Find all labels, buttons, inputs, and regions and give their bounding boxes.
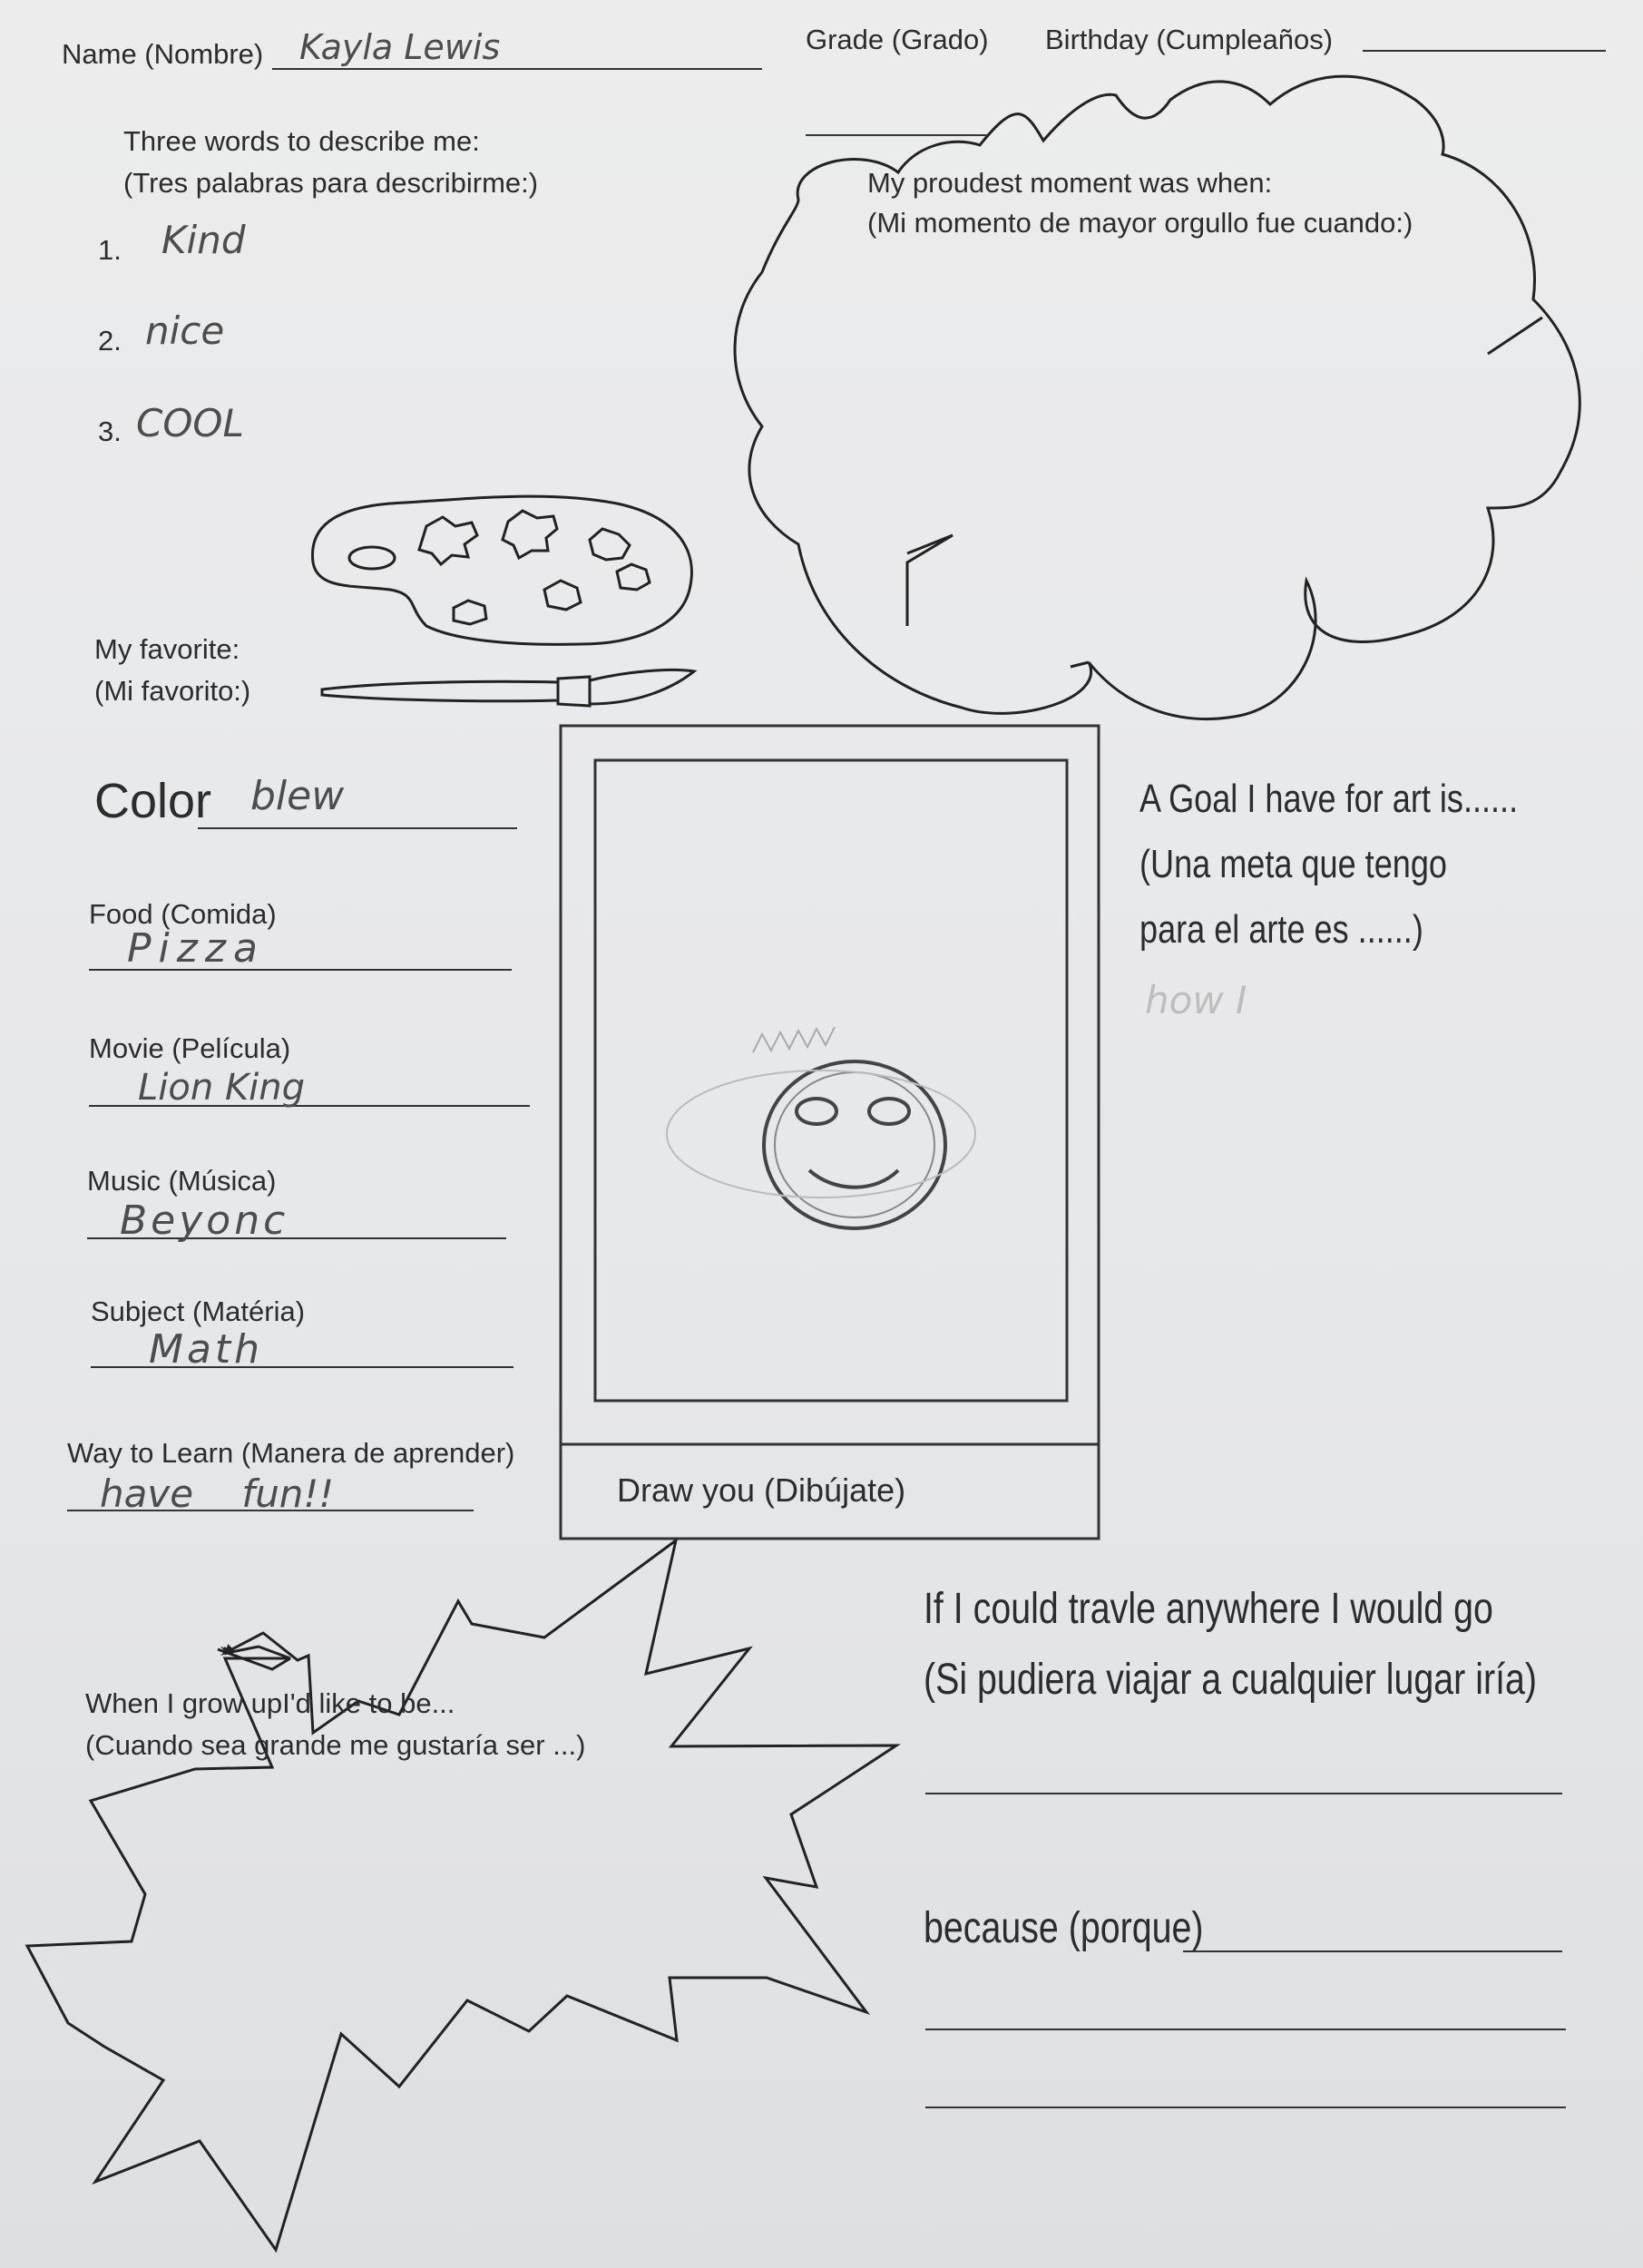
proudest-moment-label-es: (Mi momento de mayor orgullo fue cuando:) [867,207,1413,239]
movie-label: Movie (Película) [89,1032,291,1064]
color-line[interactable] [198,827,517,829]
favorite-label-es: (Mi favorito:) [94,675,251,707]
word-3-number: 3. [98,415,122,447]
name-line[interactable] [272,68,762,70]
paintbrush-icon [322,670,694,706]
because-line-3[interactable] [925,2107,1566,2108]
travel-line[interactable] [925,1793,1562,1794]
grow-up-label-es: (Cuando sea grande me gustaría ser ...) [85,1729,586,1761]
subject-value[interactable]: Math [149,1326,264,1373]
word-1-value[interactable]: Kind [161,218,246,262]
grade-line[interactable] [806,134,987,136]
self-portrait-drawing [667,1027,975,1228]
subject-label: Subject (Matéria) [91,1295,306,1327]
name-label: Name (Nombre) [62,38,264,70]
paint-palette-icon [312,496,691,644]
because-line-2[interactable] [925,2028,1566,2030]
movie-value[interactable]: Lion King [138,1067,306,1109]
birthday-line[interactable] [1363,50,1606,52]
name-value: Kayla Lewis [299,27,501,67]
grade-label: Grade (Grado) [806,24,989,55]
three-words-label: Three words to describe me: [123,125,480,157]
color-value[interactable]: blew [250,773,345,819]
music-label: Music (Música) [87,1165,277,1197]
because-line-1[interactable] [1183,1950,1562,1952]
way-to-learn-label: Way to Learn (Manera de aprender) [67,1437,515,1469]
food-value[interactable]: Pizza [127,925,265,972]
three-words-label-es: (Tres palabras para describirme:) [123,167,539,199]
draw-you-frame [561,726,1099,1539]
art-goal-value[interactable]: how I [1145,978,1247,1022]
word-2-value[interactable]: nice [145,308,225,353]
art-goal-label: A Goal I have for art is...... [1139,777,1519,821]
word-3-value[interactable]: COOL [136,401,244,445]
travel-label-es: (Si pudiera viajar a cualquier lugar iría) [924,1656,1538,1704]
music-value[interactable]: Beyonc [120,1198,289,1244]
art-goal-label-es-1: (Una meta que tengo [1139,842,1447,886]
way-to-learn-value[interactable]: have fun!! [100,1471,335,1516]
because-label: because (porque) [924,1904,1204,1952]
word-2-number: 2. [98,325,122,357]
travel-label: If I could travle anywhere I would go [924,1585,1493,1633]
color-label: Color [94,774,212,828]
starburst-shape [27,1540,896,2250]
birthday-label: Birthday (Cumpleaños) [1045,24,1334,55]
draw-you-caption: Draw you (Dibújate) [617,1471,906,1509]
food-label: Food (Comida) [89,898,277,930]
favorite-label: My favorite: [94,633,240,665]
grow-up-label: When I grow upI'd like to be... [85,1687,455,1719]
proudest-moment-label: My proudest moment was when: [867,167,1273,199]
art-goal-label-es-2: para el arte es ......) [1139,907,1423,952]
word-1-number: 1. [98,234,122,266]
